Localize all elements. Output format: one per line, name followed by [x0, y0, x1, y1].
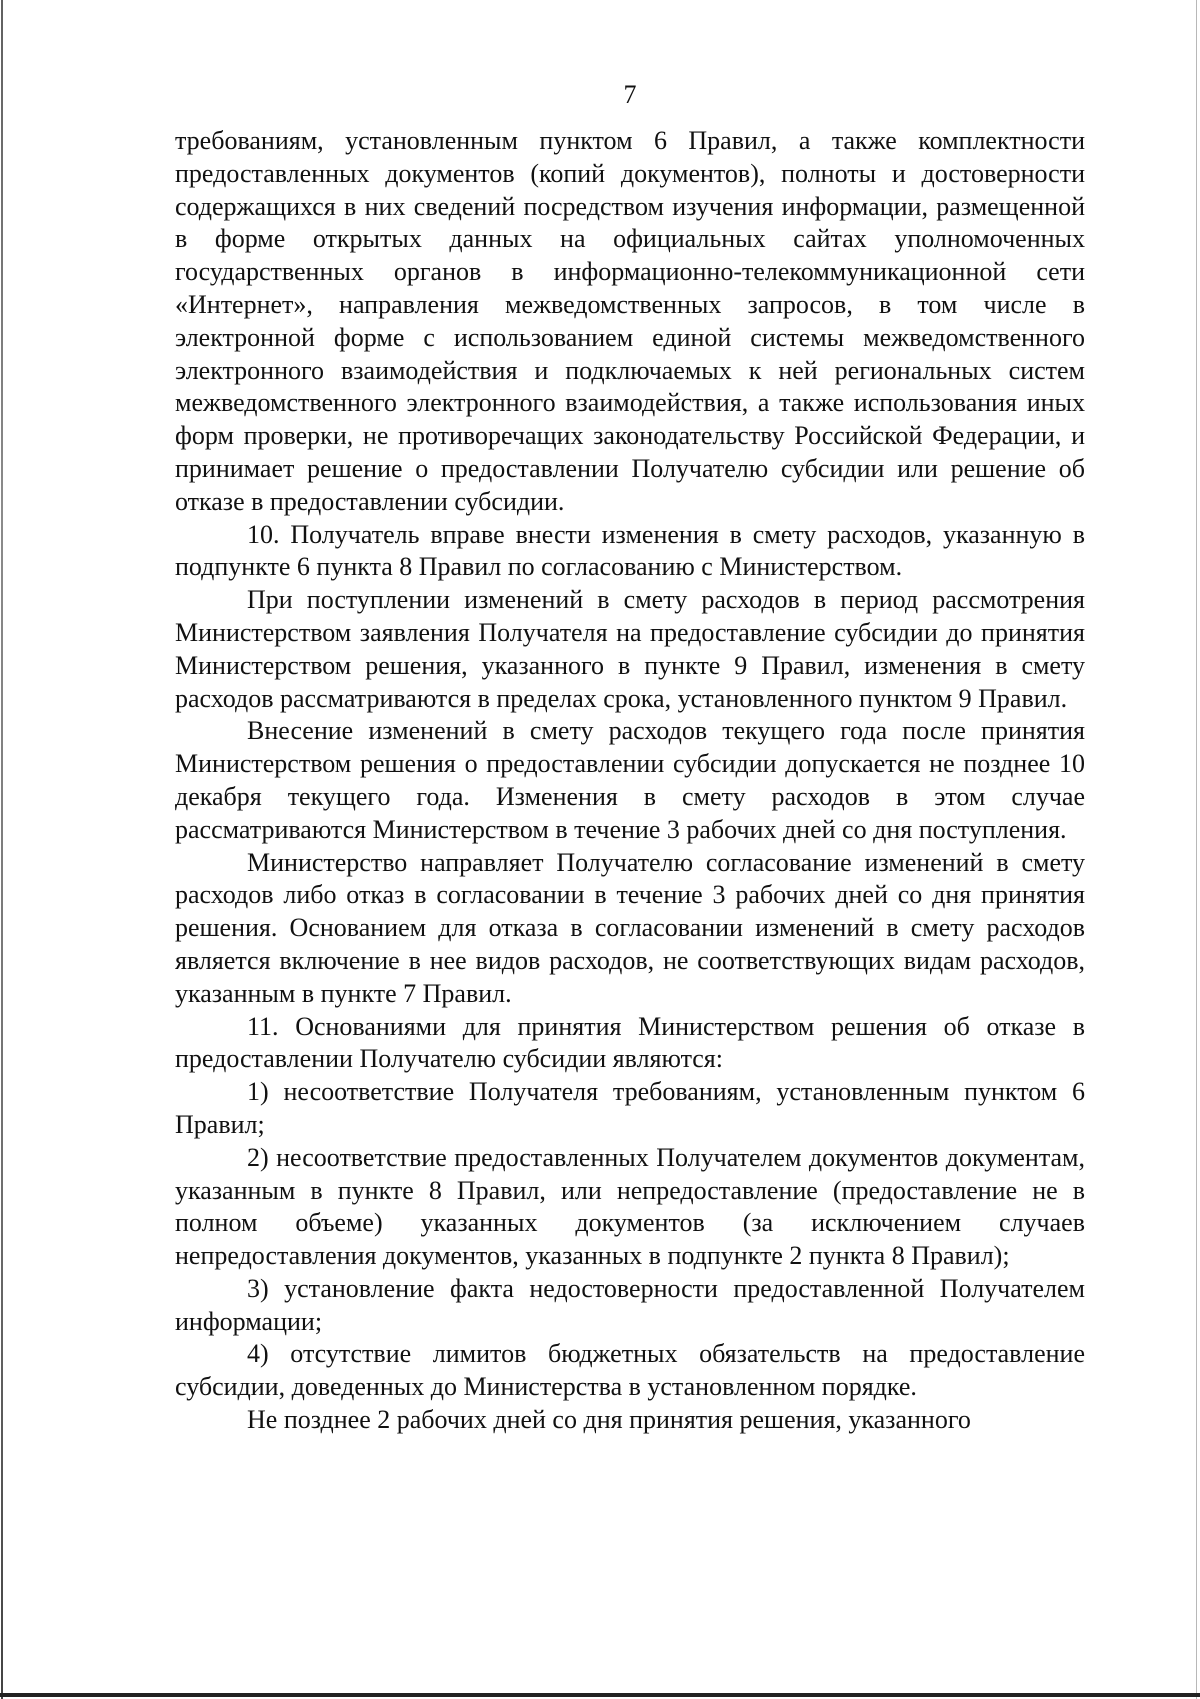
- paragraph-item-11: 11. Основаниями для принятия Министерством решения об отказе в предоставлении Получателю субсидии являются:: [175, 1011, 1085, 1074]
- scan-border-left: [1, 0, 3, 1699]
- paragraph-last: Не позднее 2 рабочих дней со дня принятия решения, указанного: [247, 1405, 971, 1435]
- paragraph: При поступлении изменений в смету расходов в период рассмотрения Министерством заявления Получателя на предоставление субсидии до принятия Министерством решения, указанного в пункте 9 Правил, изменения в смету расходов рассматриваются в пределах срока, установленного пунктом 9 Правил.: [175, 585, 1085, 713]
- scan-border-right: [1196, 0, 1197, 1699]
- paragraph-continuation: требованиям, установленным пунктом 6 Правил, а также комплектности предоставленных документов (копий документов), полноты и достоверности содержащихся в них сведений посредством изучения информации, размещенной в форме открытых данных на официальных сайтах уполномоченных государственных органов в информационно-телекоммуникационной сети «Интернет», направления межведомственных запросов, в том числе в электронной форме с использованием единой системы межведомственного электронного взаимодействия и подключаемых к ней региональных систем межведомственного электронного взаимодействия, а также использования иных форм проверки, не противоречащих законодательству Российской Федерации, и принимает решение о предоставлении Получателю субсидии или решение об отказе в предоставлении субсидии.: [175, 126, 1085, 516]
- list-item-3: 3) установление факта недостоверности предоставленной Получателем информации;: [175, 1273, 1085, 1336]
- paragraph-item-10: 10. Получатель вправе внести изменения в смету расходов, указанную в подпункте 6 пункта 8 Правил по согласованию с Министерством.: [175, 519, 1085, 582]
- scan-border-bottom: [0, 1693, 1200, 1697]
- list-item-2: 2) несоответствие предоставленных Получателем документов документам, указанным в пункте 8 Правил, или непредоставление (предоставление не в полном объеме) указанных документов (за исключением случаев непредоставления документов, указанных в подпункте 2 пункта 8 Правил);: [175, 1142, 1085, 1271]
- document-body: [175, 125, 1085, 1437]
- list-item-1: 1) несоответствие Получателя требованиям, установленным пунктом 6 Правил;: [175, 1077, 1085, 1139]
- paragraph: Министерство направляет Получателю согласование изменений в смету расходов либо отказ в согласовании в течение 3 рабочих дней со дня принятия решения. Основанием для отказа в согласовании изменений в смету расходов является включение в нее видов расходов, не соответствующих видам расходов, указанным в пункте 7 Правил.: [175, 847, 1085, 1008]
- paragraph: Внесение изменений в смету расходов текущего года после принятия Министерством решения о предоставлении субсидии допускается не позднее 10 декабря текущего года. Изменения в смету расходов в этом случае рассматриваются Министерством в течение 3 рабочих дней со дня поступления.: [175, 716, 1085, 844]
- list-item-4: 4) отсутствие лимитов бюджетных обязательств на предоставление субсидии, доведенных до Министерства в установленном порядке.: [175, 1339, 1085, 1402]
- page-number: 7: [623, 80, 637, 109]
